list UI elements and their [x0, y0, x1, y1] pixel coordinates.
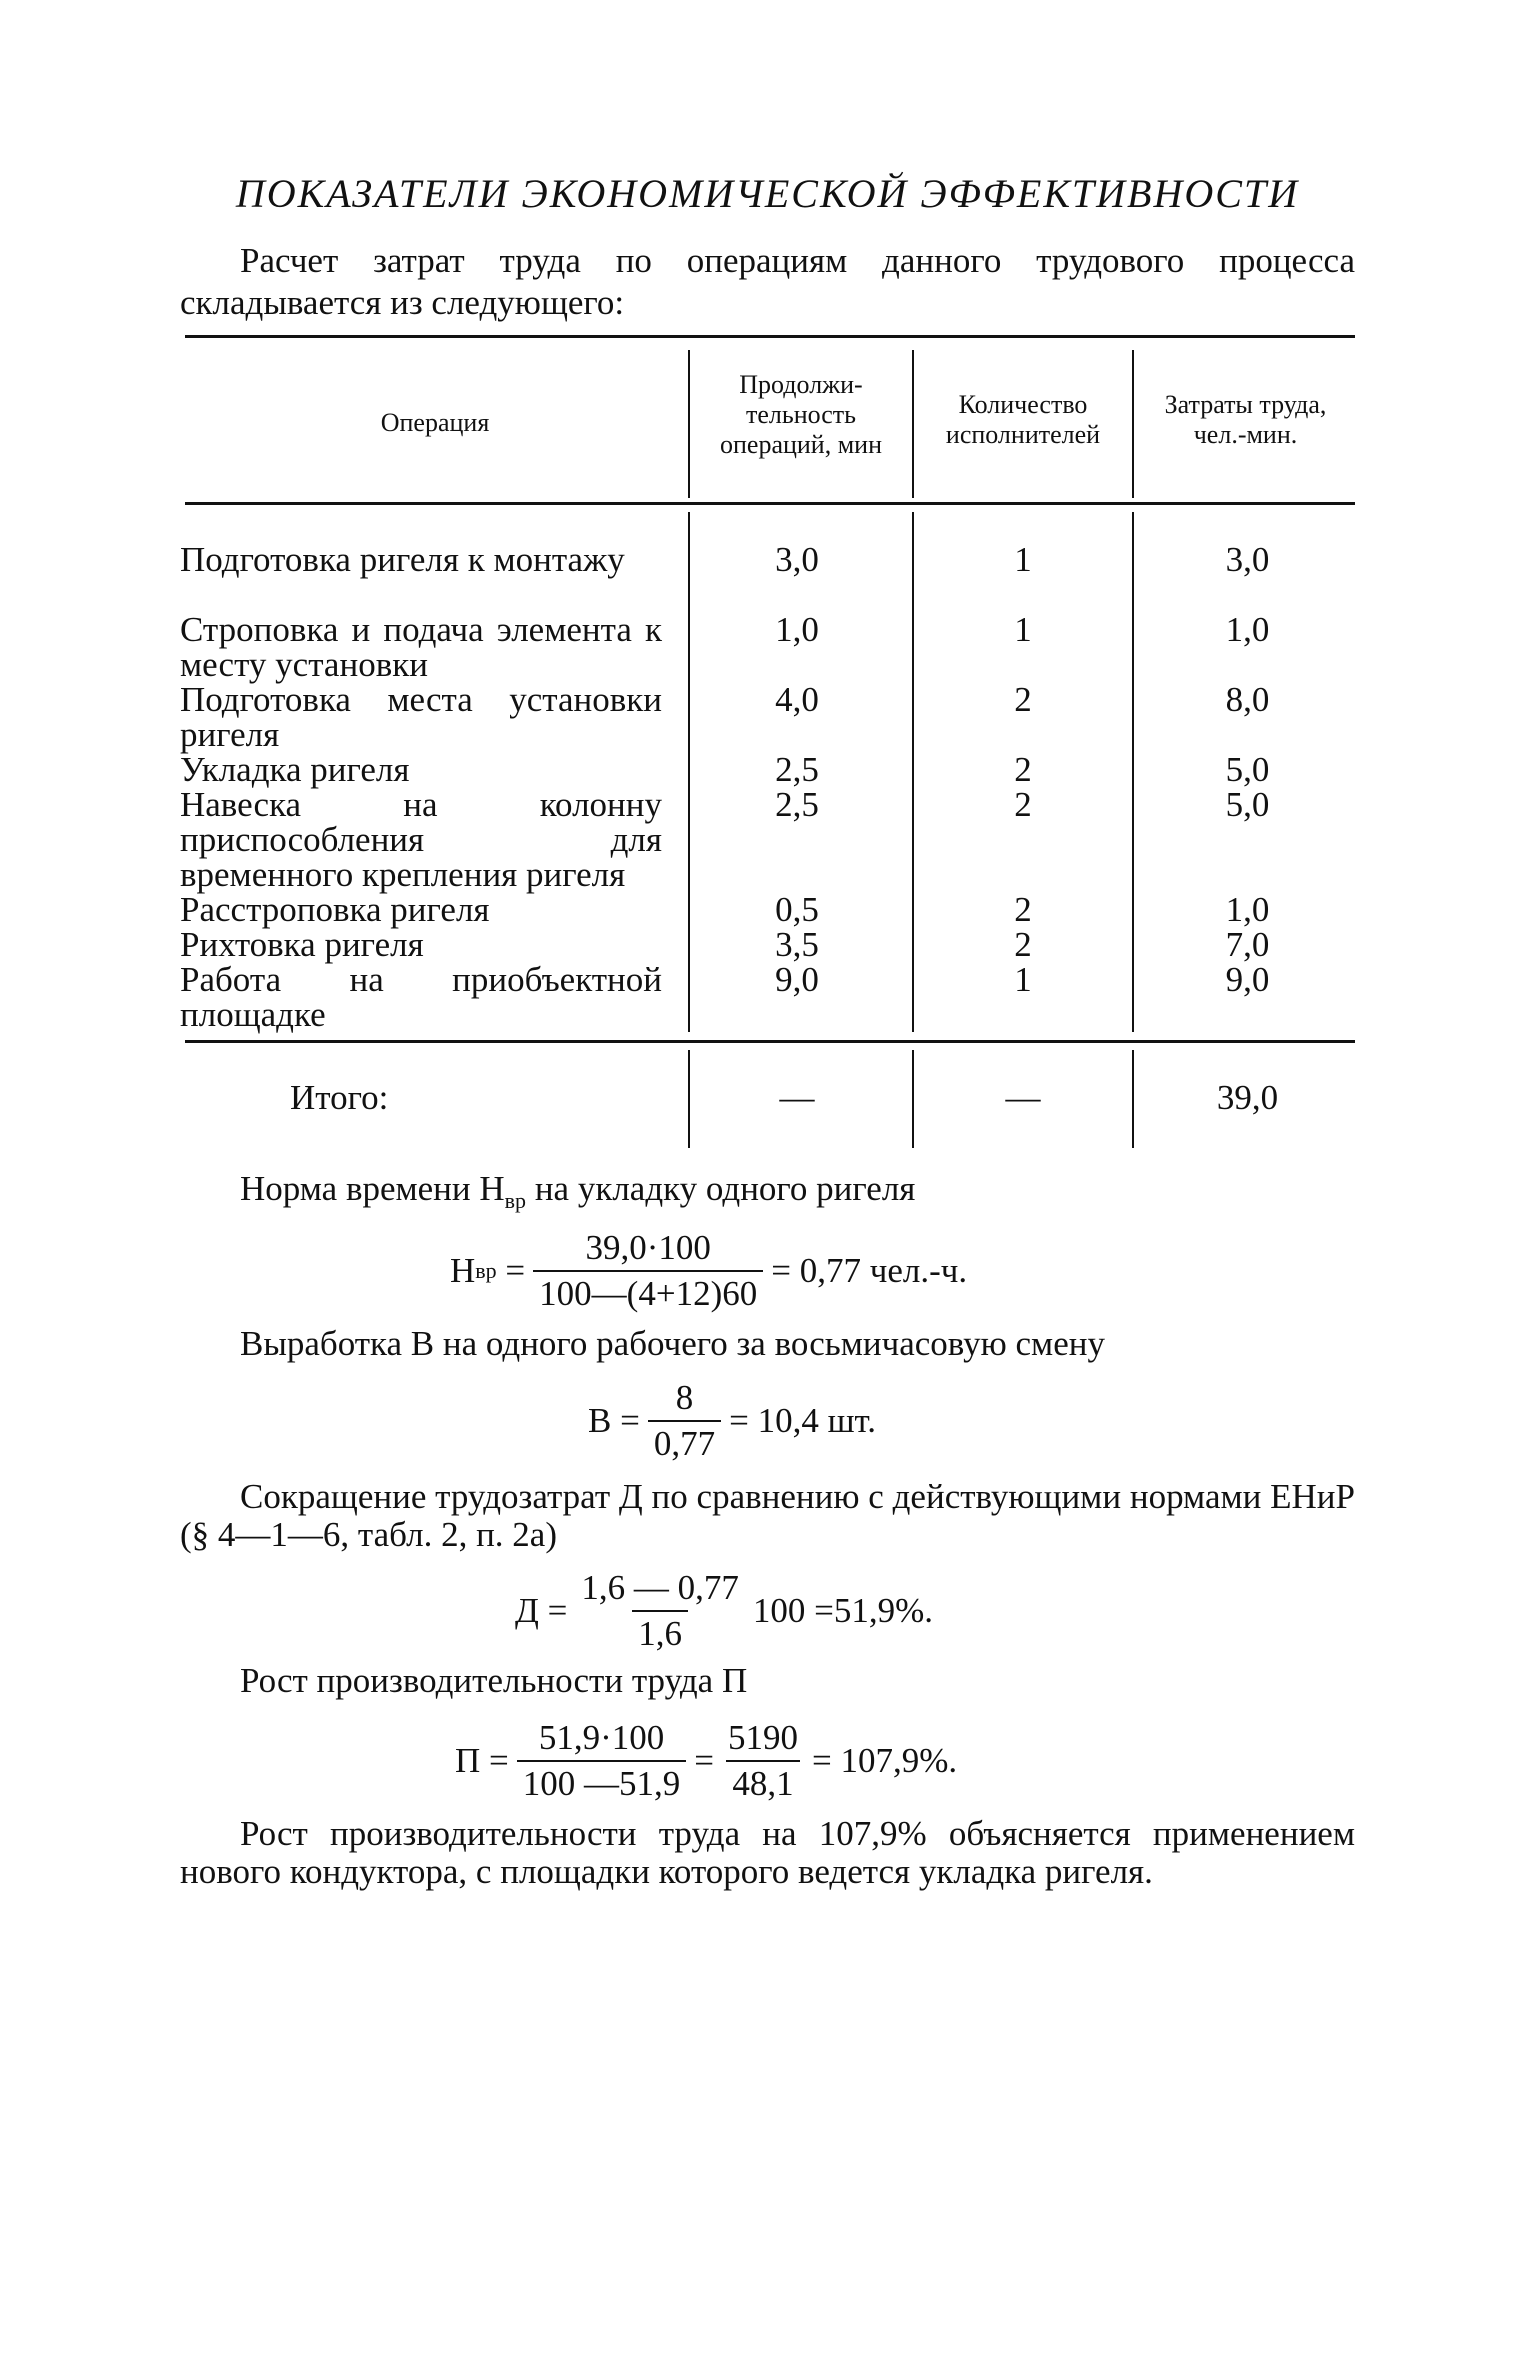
- row-operation: Работа на приобъектной площадке: [180, 960, 662, 1034]
- row-operation: Подготовка места установки ригеля: [180, 680, 662, 754]
- total-duration: —: [779, 1078, 815, 1117]
- row-duration: 3,5: [775, 925, 819, 964]
- table-top-rule: [185, 335, 1355, 338]
- header-workers: Количество исполнителей: [945, 390, 1101, 449]
- row-labor: 8,0: [1225, 680, 1270, 719]
- table-vrule: [912, 512, 914, 1032]
- conclusion-paragraph: Рост производительности труда на 107,9% объясняется применением нового кондуктора, с площадки которого ведется укладка ригеля.: [180, 1814, 1355, 1891]
- header-operation: Операция: [380, 408, 490, 437]
- row-workers: 2: [1014, 785, 1032, 824]
- row-operation: Расстроповка ригеля: [180, 890, 490, 929]
- table-vrule: [688, 350, 690, 498]
- total-labor: 39,0: [1216, 1078, 1279, 1117]
- row-duration: 9,0: [775, 960, 819, 999]
- page-title: ПОКАЗАТЕЛИ ЭКОНОМИЧЕСКОЙ ЭФФЕКТИВНОСТИ: [235, 171, 1300, 216]
- row-operation: Подготовка ригеля к монтажу: [180, 540, 625, 579]
- reduction-formula: Д = $\frac{1,6 — 0,77}{1,6}$ 100 =51,9%.: [515, 1568, 934, 1653]
- row-duration: 3,0: [775, 540, 819, 579]
- row-workers: 1: [1014, 540, 1032, 579]
- table-vrule: [912, 350, 914, 498]
- reduction-text: Сокращение трудозатрат Д по сравнению с действующими нормами ЕНиР (§ 4—1—6, табл. 2, п. 2а): [180, 1477, 1355, 1554]
- table-vrule: [688, 1050, 690, 1148]
- row-duration: 1,0: [775, 610, 819, 649]
- row-labor: 1,0: [1225, 890, 1270, 929]
- output-text: Выработка В на одного рабочего за восьмичасовую смену: [240, 1324, 1105, 1363]
- row-workers: 1: [1014, 960, 1032, 999]
- row-operation: Навеска на колонну приспособления для временного крепления ригеля: [180, 785, 662, 894]
- header-duration: Продолжи-тельность операций, мин: [719, 370, 883, 459]
- table-vrule: [912, 1050, 914, 1148]
- row-labor: 1,0: [1225, 610, 1270, 649]
- row-operation: Строповка и подача элемента к месту установки: [180, 610, 662, 684]
- table-vrule: [688, 512, 690, 1032]
- total-workers: —: [1005, 1078, 1041, 1117]
- row-workers: 2: [1014, 680, 1032, 719]
- intro-paragraph: Расчет затрат труда по операциям данного трудового процесса складывается из следующего:: [180, 241, 1355, 322]
- row-workers: 2: [1014, 750, 1032, 789]
- row-duration: 4,0: [775, 680, 819, 719]
- table-header-rule: [185, 502, 1355, 505]
- row-duration: 2,5: [775, 750, 819, 789]
- table-vrule: [1132, 350, 1134, 498]
- row-workers: 1: [1014, 610, 1032, 649]
- norm-text: Норма времени $Н_{вр}$ на укладку одного ригеля: [240, 1169, 916, 1213]
- header-labor: Затраты труда, чел.-мин.: [1164, 390, 1327, 449]
- table-total-rule: [185, 1040, 1355, 1043]
- table-vrule: [1132, 1050, 1134, 1148]
- row-labor: 3,0: [1225, 540, 1270, 579]
- row-operation: Укладка ригеля: [180, 750, 410, 789]
- row-workers: 2: [1014, 925, 1032, 964]
- productivity-text: Рост производительности труда П: [240, 1661, 748, 1700]
- output-formula: В = $\frac{8}{0,77}$ = 10,4 шт.: [588, 1378, 876, 1463]
- row-labor: 9,0: [1225, 960, 1270, 999]
- productivity-formula: П = $\frac{51,9\cdot 100}{100 —51,9}$ = $\frac{5190}{48,1}$ = 107,9%.: [455, 1718, 958, 1803]
- row-workers: 2: [1014, 890, 1032, 929]
- row-labor: 5,0: [1225, 785, 1270, 824]
- norm-formula: Н вр = $\frac{39,0\cdot 100}{100—(4+12)60}$ = 0,77 чел.-ч.: [450, 1228, 968, 1313]
- row-duration: 0,5: [775, 890, 819, 929]
- total-label: Итого:: [290, 1078, 389, 1117]
- row-operation: Рихтовка ригеля: [180, 925, 424, 964]
- row-labor: 7,0: [1225, 925, 1270, 964]
- row-duration: 2,5: [775, 785, 819, 824]
- row-labor: 5,0: [1225, 750, 1270, 789]
- table-vrule: [1132, 512, 1134, 1032]
